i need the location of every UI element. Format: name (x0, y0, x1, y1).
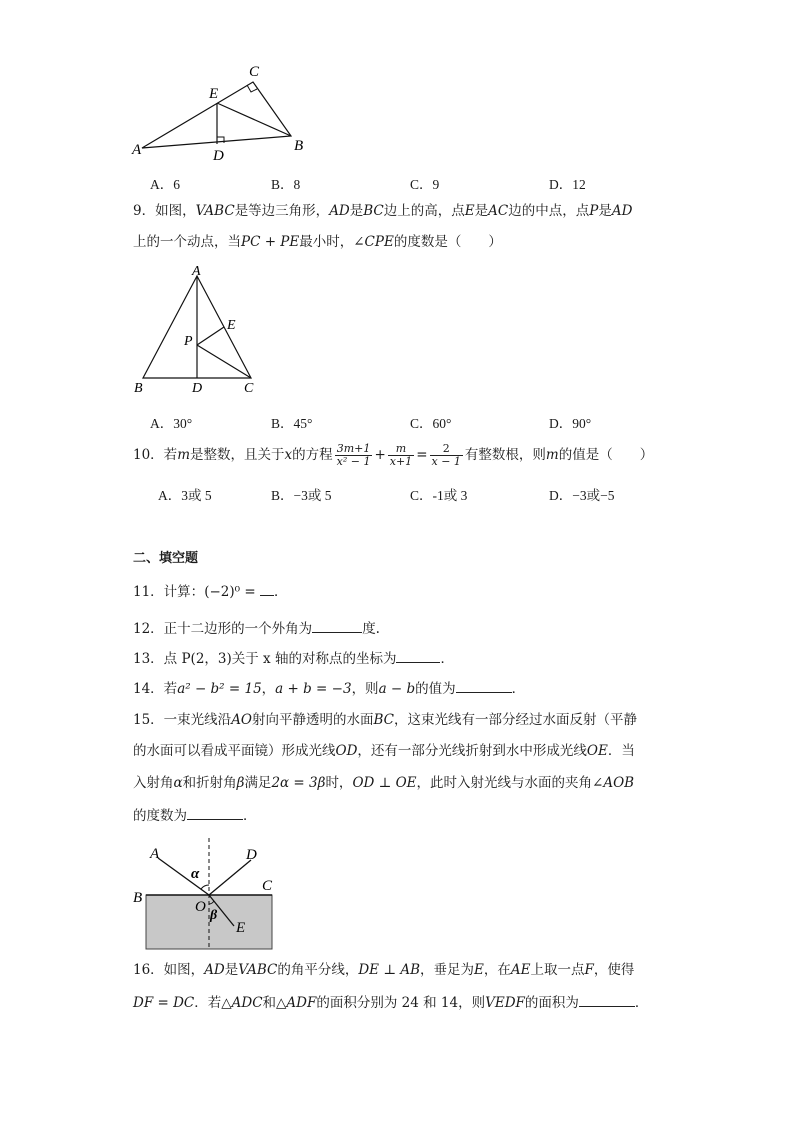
q8-label-b: B (294, 138, 304, 154)
q16-line1: 16．如图，AD是VABC的角平分线，DE ⊥ AB，垂足为E，在AE上取一点F，使得 (133, 962, 635, 978)
q11-line: 11．计算：(−2)⁰ = ． (133, 581, 287, 602)
q15-label-d: D (246, 847, 257, 863)
q12-answer-blank[interactable] (312, 618, 362, 633)
q15-figure (128, 838, 278, 952)
q15-label-c: C (262, 878, 273, 894)
q15-label-a: A (150, 846, 160, 862)
q9-line1: 9．如图，VABC是等边三角形，AD是BC边上的高，点E是AC边的中点，点P是AD (133, 203, 633, 219)
q9-label-b: B (134, 381, 143, 396)
q15-label-e: E (236, 920, 246, 936)
q9-label-d: D (192, 381, 203, 396)
q13-answer-blank[interactable] (396, 648, 440, 663)
q15-line1: 15．一束光线沿AO射向平静透明的水面BC，这束光线有一部分经过水面反射（平静 (133, 712, 638, 728)
q8-figure (128, 58, 318, 168)
q15-line2: 的水面可以看成平面镜）形成光线OD，还有一部分光线折射到水中形成光线OE．当 (133, 743, 635, 759)
q14-answer-blank[interactable] (456, 678, 512, 693)
q11-answer-blank[interactable] (260, 581, 274, 596)
q9-option-b[interactable]: B．45° (271, 416, 313, 431)
q9-figure (128, 262, 268, 398)
q9-line2: 上的一个动点，当PC + PE最小时，∠CPE的度数是（ ） (133, 234, 502, 250)
q15-label-b: B (133, 890, 143, 906)
q8-label-c: C (249, 64, 260, 80)
q10-fraction-1: $\frac{3m+1}{\text{x² − 1}}$ (336, 442, 371, 468)
q15-ray-ao (158, 858, 209, 895)
q16-answer-blank[interactable] (579, 992, 635, 1007)
q15-label-o: O (195, 899, 206, 915)
q15-answer-blank[interactable] (187, 805, 243, 820)
q10-option-d[interactable]: D．−3或−5 (549, 488, 615, 503)
q10-option-c[interactable]: C．-1或 3 (410, 488, 468, 503)
q9-segment-pe (197, 327, 224, 345)
q12-line: 12．正十二边形的一个外角为 度. (133, 618, 380, 639)
q15-line3: 入射角α和折射角β满足2α = 3β时，OD ⊥ OE，此时入射光线与水面的夹角∠AOB (133, 775, 635, 791)
q9-label-a: A (192, 264, 201, 279)
q9-option-c[interactable]: C．60° (410, 416, 452, 431)
q9-label-c: C (244, 381, 254, 396)
q9-label-p: P (184, 334, 193, 349)
q9-option-d[interactable]: D．90° (549, 416, 592, 431)
q8-option-a[interactable]: A．6 (150, 177, 180, 192)
q10-option-b[interactable]: B．−3或 5 (271, 488, 332, 503)
q15-label-alpha: α (191, 866, 200, 882)
q8-label-e: E (209, 86, 219, 102)
section-title-fill-in: 二、填空题 (133, 551, 199, 566)
q8-label-a: A (132, 142, 142, 158)
q15-line4: 的度数为 ． (133, 805, 257, 826)
q10-fraction-2: $\frac{m}{x+1}$ (389, 442, 413, 468)
q10-fraction-3: $\frac{2}{x - 1}$ (431, 442, 461, 468)
q15-arc-alpha (201, 885, 209, 889)
q10-option-a[interactable]: A．3或 5 (158, 488, 212, 503)
q13-line: 13．点 P(2，3)关于 x 轴的对称点的坐标为 ． (133, 648, 454, 669)
q15-ray-od (209, 860, 251, 895)
q8-option-d[interactable]: D．12 (549, 177, 586, 192)
q8-label-d: D (213, 148, 224, 164)
q14-line: 14．若a² − b² = 15，a + b = −3，则a − b的值为 ． (133, 678, 525, 699)
q16-line2: DF = DC．若△ADC和△ADF的面积分别为 24 和 14，则VEDF的面积为 ． (133, 992, 648, 1013)
q8-option-b[interactable]: B．8 (271, 177, 301, 192)
q9-option-a[interactable]: A．30° (150, 416, 193, 431)
q15-label-beta: β (210, 908, 218, 923)
q10-line: 10．若m是整数，且关于x的方程 $\frac{3m+1}{\text{x² − 1}}$ + $\frac{m}{x+1}$ = $\frac{2}{x - 1}$ 有整数根，则m的值是（ ） (133, 442, 654, 468)
q9-label-e: E (227, 318, 236, 333)
q8-option-c[interactable]: C．9 (410, 177, 440, 192)
